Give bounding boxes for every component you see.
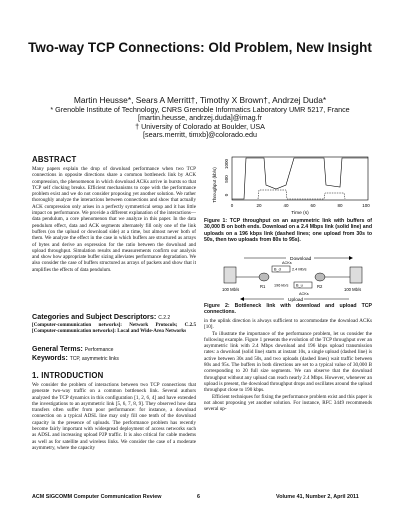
keywords xyxy=(32,355,196,362)
fig2-ack-bottom: ACKs xyxy=(299,292,309,296)
affiliation-1: * Grenoble Institute of Technology, CNRS Grenoble Informatics Laboratory UMR 5217, France xyxy=(50,104,350,114)
fig2-buf-bottom-rate: 196 kb/s xyxy=(274,283,289,288)
categories-heading xyxy=(32,312,202,321)
email-2: [sears.merritt, timxb]@colorado.edu xyxy=(143,130,257,140)
general-terms-value: Performance xyxy=(84,347,114,353)
abstract-heading: ABSTRACT xyxy=(32,155,77,164)
fig1-xticks xyxy=(231,203,371,208)
author-names: Martin Heusse*, Sears A Merritt†, Timothy X Brown†, Andrzej Duda* xyxy=(73,95,327,105)
categories-text xyxy=(32,322,196,335)
fig1-xtick-100: 100 xyxy=(362,203,370,208)
fig1-ytick-0: 0 xyxy=(224,193,229,197)
fig2-ack-top: ACKs xyxy=(282,261,292,265)
general-terms-label: General Terms: xyxy=(32,346,83,353)
fig2-download-label: Download xyxy=(290,257,312,262)
footer-page-number: 6 xyxy=(197,494,200,500)
keywords-label: Keywords: xyxy=(32,355,68,362)
figure-2-caption: Figure 2: Bottleneck link with download and upload TCP connections. xyxy=(204,303,372,316)
fig2-node-left: R1 xyxy=(260,284,266,289)
categories-code: C.2.2 xyxy=(158,315,171,321)
fig1-xtick-20: 20 xyxy=(256,203,262,208)
keywords-value: TCP, asymmetric links xyxy=(69,356,119,362)
fig2-rate-right: 100 Mb/s xyxy=(344,287,362,292)
router-r2-icon xyxy=(315,273,325,281)
right-para-3: Efficient techniques for fixing the performance problem exist and this paper is not about proposing yet another solution. For instance, RFC 3449 recommends several up- xyxy=(204,393,372,413)
figure-1-caption: Figure 1: TCP throughput on an asymmetric link with buffers of 30,000 B on both ends. Download on a 2.4 Mbps link (solid line) and uploads on a 196 kbps link (dashed lines; one upload from 30s to 50s, then two uploads from 80s to 95s). xyxy=(204,218,372,244)
fig1-xlabel: Time (s) xyxy=(291,211,309,216)
intro-heading: 1. INTRODUCTION xyxy=(32,371,104,380)
fig2-node-right: R2 xyxy=(317,284,323,289)
fig1-download-line xyxy=(232,158,368,199)
right-column-text xyxy=(204,318,372,486)
paper-title: Two-way TCP Connections: Old Problem, New Insight xyxy=(28,40,372,55)
computer-right-icon xyxy=(350,267,362,283)
fig1-plot-area xyxy=(232,157,368,200)
fig2-buf-top-label: B_d xyxy=(274,267,281,272)
footer-journal: ACM SIGCOMM Computer Communication Review xyxy=(32,494,162,500)
fig1-xtick-40: 40 xyxy=(283,203,289,208)
categories-body: [Computer-communication networks]: Network Protocols; C.2.5 [Computer-communication networks]: Local and Wide-Area Networks xyxy=(32,322,196,335)
intro-text xyxy=(32,382,196,484)
footer-volume: Volume 41, Number 2, April 2011 xyxy=(276,494,359,500)
computer-left-icon xyxy=(224,267,236,283)
abstract-body: Many papers explain the drop of download performance when two TCP connections in opposite directions share a common bottleneck link by ACK compression, the phenomenon in which download ACKs arrive in bursts so that TCP self clocking breaks. Efficient mechanisms to cope with the performance problem exist and we do not consider proposing yet another solution. We rather thoroughly analyze the interactions between connections and show that actually ACK compression only arises in a perfectly symmetrical setup and it has little impact on performance. We provide a different explanation of the interactions—data pendulum, a core phenomenon that we analyze in this paper. In the data pendulum effect, data and ACK segments alternately fill only one of the link buffers (on the upload or download side) at a time, but almost never both of them. We analyze the effect in the case in which buffers are structured as arrays of bytes and derive an expression for the ratio between the download and upload throughput. Simulation results and measurements confirm our analysis and show how appropriate buffer sizing alleviates performance degradation. We also consider the case of buffers structured as arrays of packets and show that it amplifies the effects of data pendulum. xyxy=(32,166,196,273)
fig1-xtick-80: 80 xyxy=(337,203,343,208)
fig2-rate-left: 100 Mb/s xyxy=(222,287,240,292)
fig1-upload-line xyxy=(258,190,345,199)
router-r1-icon xyxy=(259,273,269,281)
fig2-upload-label: Upload xyxy=(288,298,304,303)
fig1-ytick-1000: 1000 xyxy=(224,158,229,170)
fig2-buf-top-rate: 2.4 Mb/s xyxy=(292,267,307,272)
fig2-buf-bottom-label: B_u xyxy=(296,283,303,288)
right-para-2: To illustrate the importance of the performance problem, let us consider the following example. Figure 1 presents the evolution of the TCP throughput over an asymmetric link with 2.4 Mbps download and 196 kbps upload transmission rates: a download (solid line) starts at instant 10s, a single upload (dashed line) is active between 30s and 50s, and two uploads (dashed lines) wait traffic between 80s and 95s. The buffers in both directions are set to a typical value of 30,000 B corresponding to 20 full size segments. We can observe that the download throughput without any upload can reach nearly 2.4 Mbps. However, whenever an upload is present, the download throughput drops and oscillates around the upload throughput close to 190 kbps. xyxy=(204,330,372,394)
fig1-ytick-500: 500 xyxy=(224,175,229,183)
fig1-ylabel: Throughput (kb/s) xyxy=(212,167,217,203)
categories-label: Categories and Subject Descriptors: xyxy=(32,312,157,321)
general-terms xyxy=(32,346,196,353)
fig1-yticks xyxy=(224,158,229,196)
affiliation-2: † University of Colorado at Boulder, USA xyxy=(135,121,265,131)
abstract-text xyxy=(32,166,196,299)
email-1: [martin.heusse, andrzej.duda]@imag.fr xyxy=(138,113,262,123)
fig1-xtick-60: 60 xyxy=(310,203,316,208)
fig1-xtick-0: 0 xyxy=(230,203,234,208)
right-para-1: in the uplink direction is always sufficient to accommodate the download ACKs [10]. xyxy=(204,318,372,331)
intro-body: We consider the problem of interactions between two TCP connections that generate two-way traffic on a common bottleneck link. Several authors analyzed the TCP dynamics in this configuration [1, 2, 6, 4] and have extended the investigations to an asymmetric link [5, 6, 7, 8, 9]. They observed how data transfers often suffer from poor performance: for instance, a download connection on a typical ADSL line may only fill one tenth of the download capacity in the presence of uploads. The performance problem has recently become fairly important with widespread deployment of access networks such as ADSL and increasing upload P2P traffic. It is also critical for cable modems as well as for satellite and wireless links. We consider the case of a moderate asymmetry, where the capacity xyxy=(32,382,196,451)
author-block xyxy=(0,96,400,140)
